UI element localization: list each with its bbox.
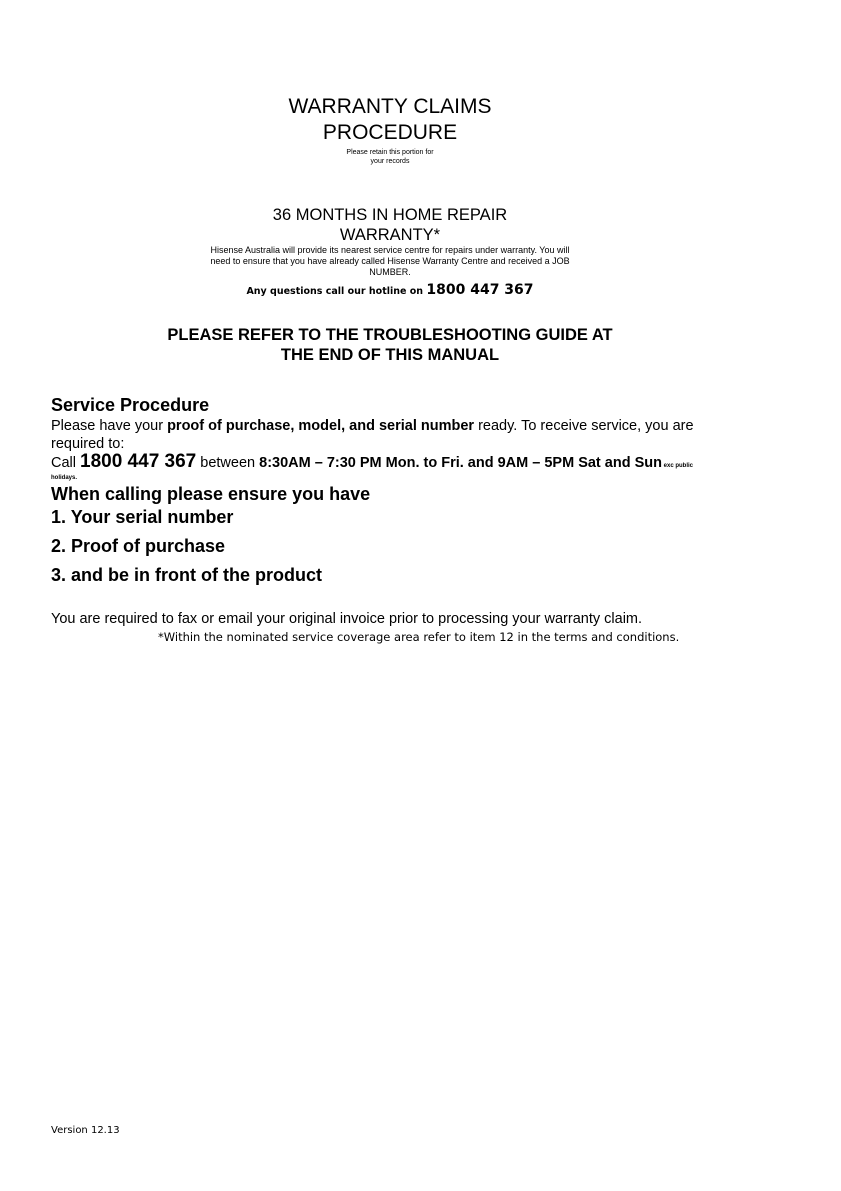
refer-line2: THE END OF THIS MANUAL: [280, 346, 500, 364]
list-item-proof: 2. Proof of purchase: [51, 536, 226, 556]
warranty-title-line2: WARRANTY*: [339, 226, 441, 244]
service-heading: Service Procedure: [51, 395, 210, 415]
ensure-heading: When calling please ensure you have: [51, 484, 371, 504]
p1-text-a: Please have your: [51, 418, 168, 434]
fax-instruction: You are required to fax or email your original invoice prior to processing your warranty claim.: [51, 611, 643, 627]
call-number: 1800 447 367: [80, 451, 197, 472]
retain-note-line2: your records: [370, 158, 410, 165]
between-text: between: [196, 455, 260, 471]
version-label: Version 12.13: [51, 1125, 120, 1136]
service-paragraph-line1: [51, 417, 811, 435]
warranty-desc-line2: need to ensure that you have already called Hisense Warranty Centre and received a JOB: [210, 256, 570, 266]
list-item-product: 3. and be in front of the product: [51, 565, 322, 585]
refer-line1: PLEASE REFER TO THE TROUBLESHOOTING GUIDE AT: [167, 326, 613, 344]
service-hours: 8:30AM – 7:30 PM Mon. to Fri. and 9AM – 5PM Sat and Sun: [259, 455, 662, 471]
call-line: [51, 453, 841, 475]
page-title-line2: PROCEDURE: [322, 121, 458, 144]
hotline-prefix: Any questions call our hotline on: [246, 286, 427, 297]
call-text: Call: [51, 455, 81, 471]
hotline-number: 1800 447 367: [426, 282, 534, 298]
warranty-title-line1: 36 MONTHS IN HOME REPAIR: [272, 206, 508, 224]
p1-text-c: ready. To receive service, you are: [474, 418, 694, 434]
warranty-desc-line3: NUMBER.: [369, 267, 411, 277]
holidays-text: holidays.: [51, 475, 78, 481]
retain-note-line1: Please retain this portion for: [346, 149, 434, 156]
exc-public-text: exc public: [661, 463, 693, 469]
hotline-line: [0, 282, 780, 298]
p1-text-bold: proof of purchase, model, and serial number: [167, 418, 475, 434]
service-paragraph-line2: required to:: [51, 436, 125, 452]
warranty-desc-line1: Hisense Australia will provide its nearest service centre for repairs under warranty. You will: [210, 245, 570, 255]
page-title-line1: WARRANTY CLAIMS: [288, 95, 492, 118]
list-item-serial: 1. Your serial number: [51, 507, 234, 527]
footnote: *Within the nominated service coverage area refer to item 12 in the terms and conditions.: [158, 630, 680, 644]
